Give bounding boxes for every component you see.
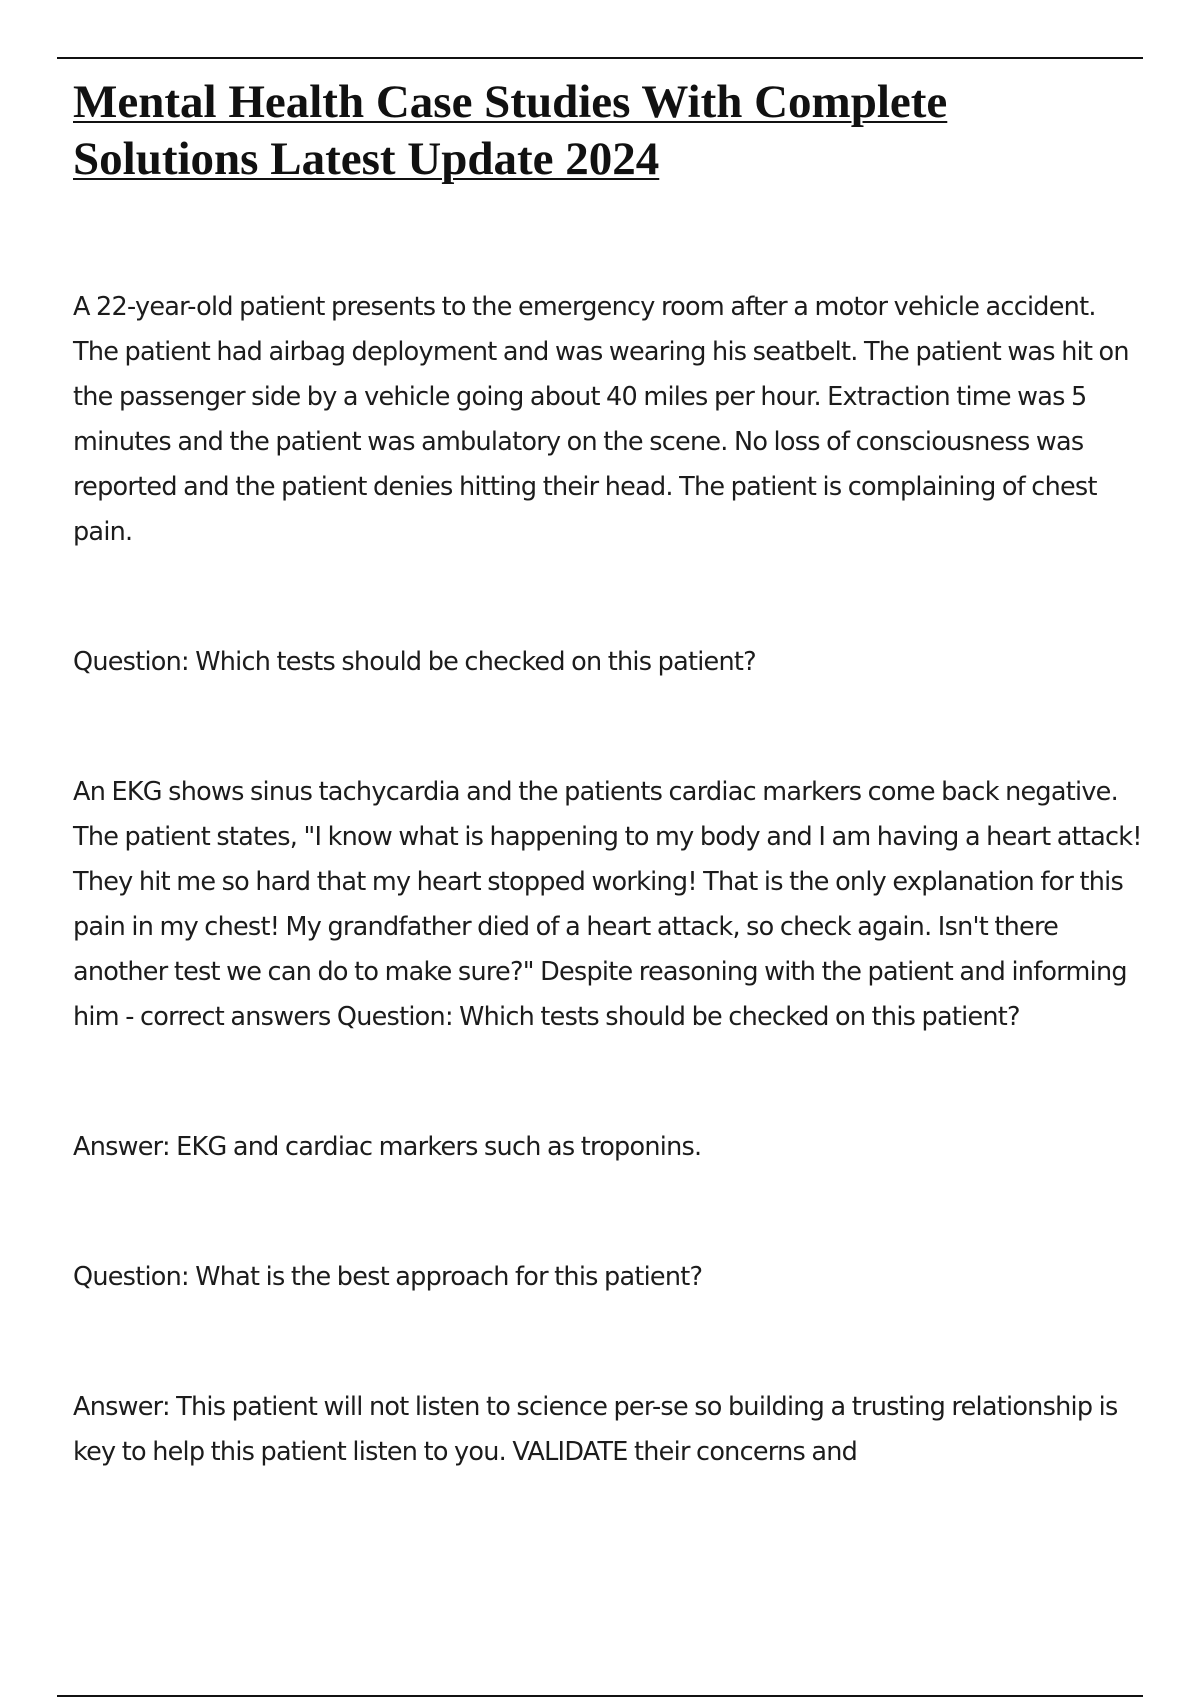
top-rule: [57, 57, 1143, 59]
document-title: Mental Health Case Studies With Complete Solutions Latest Update 2024: [73, 76, 948, 185]
answer-paragraph-1: Answer: EKG and cardiac markers such as troponins.: [73, 1132, 702, 1162]
document-body: [73, 285, 1143, 1475]
answer-paragraph-2: Answer: This patient will not listen to science per-se so building a trusting relationship is key to help this patient listen to you. VALIDATE their concerns and: [73, 1392, 1118, 1467]
case-followup-paragraph: An EKG shows sinus tachycardia and the patients cardiac markers come back negative. The patient states, "I know what is happening to my body and I am having a heart attack! They hit me so hard that my heart stopped working! That is the only explanation for this pain in my chest! My grandfather died of a heart attack, so check again. Isn't there another test we can do to make sure?" Despite reasoning with the patient and informing him - correct answers Question: Which tests should be checked on this patient?: [73, 777, 1142, 1032]
bottom-rule: [57, 1695, 1143, 1697]
question-paragraph-2: Question: What is the best approach for this patient?: [73, 1262, 703, 1292]
case-description-paragraph: A 22-year-old patient presents to the emergency room after a motor vehicle accident. The patient had airbag deployment and was wearing his seatbelt. The patient was hit on the passenger side by a vehicle going about 40 miles per hour. Extraction time was 5 minutes and the patient was ambulatory on the scene. No loss of consciousness was reported and the patient denies hitting their head. The patient is complaining of chest pain.: [73, 292, 1129, 547]
question-paragraph-1: Question: Which tests should be checked on this patient?: [73, 647, 756, 677]
